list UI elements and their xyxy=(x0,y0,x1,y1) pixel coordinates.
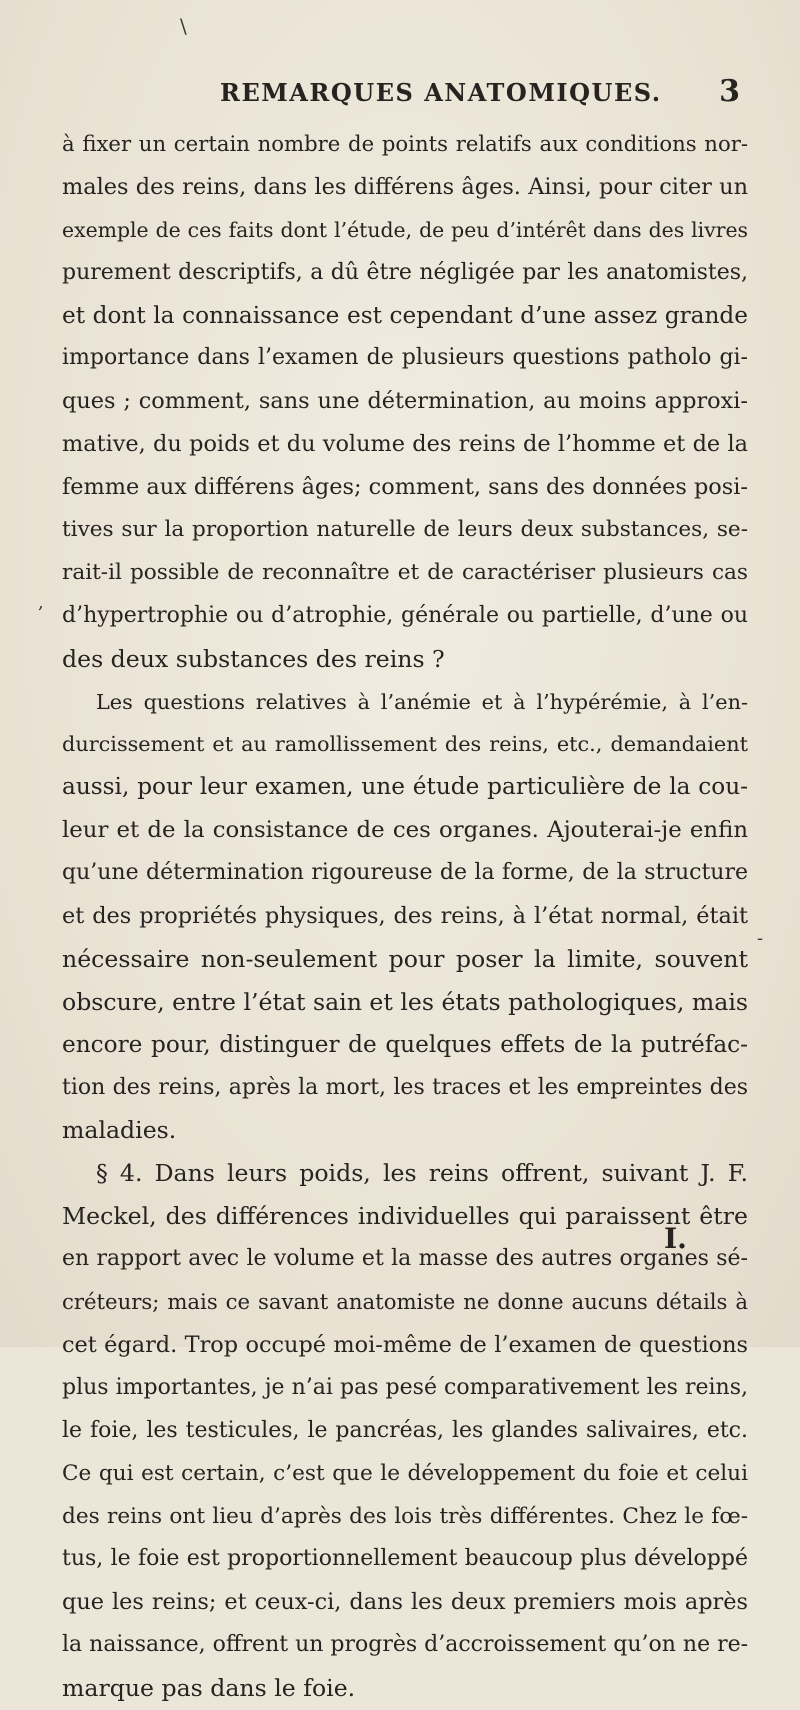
ink-mark: , xyxy=(38,592,44,613)
text-line: cet égard. Trop occupé moi-même de l’examen de questions xyxy=(62,1331,748,1358)
text-line: ques ; comment, sans une détermination, au moins approxi- xyxy=(62,388,748,415)
text-line: tives sur la proportion naturelle de leurs deux substances, se- xyxy=(62,517,748,543)
text-line: importance dans l’examen de plusieurs questions patholo gi- xyxy=(62,345,748,371)
text-line: des deux substances des reins ? xyxy=(62,644,445,673)
text-line: mative, du poids et du volume des reins de l’homme et de la xyxy=(62,431,748,458)
text-line: obscure, entre l’état sain et les états pathologiques, mais xyxy=(62,987,748,1016)
text-line: à fixer un certain nombre de points relatifs aux conditions nor- xyxy=(62,131,748,156)
text-line: et des propriétés physiques, des reins, à l’état normal, était xyxy=(62,903,748,930)
text-line: plus importantes, je n’ai pas pesé comparativement les reins, xyxy=(62,1374,748,1400)
text-line: Meckel, des différences individuelles qui paraissent être xyxy=(62,1202,748,1231)
text-line: encore pour, distinguer de quelques effets de la putréfac- xyxy=(62,1030,748,1058)
text-line: créteurs; mais ce savant anatomiste ne donne aucuns détails à xyxy=(62,1289,748,1315)
running-title: REMARQUES ANATOMIQUES. xyxy=(220,78,662,107)
text-line: des reins ont lieu d’après des lois très différentes. Chez le fœ- xyxy=(62,1503,748,1529)
text-line: durcissement et au ramollissement des reins, etc., demandaient xyxy=(62,732,748,757)
text-line: la naissance, offrent un progrès d’accroissement qu’on ne re- xyxy=(62,1632,749,1658)
text-line: que les reins; et ceux-ci, dans les deux premiers mois après xyxy=(62,1589,748,1616)
text-line: Ce qui est certain, c’est que le développement du foie et celui xyxy=(62,1460,748,1486)
text-line: en rapport avec le volume et la masse des autres organes sé- xyxy=(62,1246,748,1272)
text-line: tion des reins, après la mort, les traces et les empreintes des xyxy=(62,1074,748,1100)
text-line: males des reins, dans les différens âges. Ainsi, pour citer un xyxy=(62,173,748,200)
text-line: tus, le foie est proportionnellement beaucoup plus développé xyxy=(62,1546,748,1572)
body-text xyxy=(62,123,748,1710)
text-line: le foie, les testicules, le pancréas, les glandes salivaires, etc. xyxy=(62,1417,748,1443)
text-line: maladies. xyxy=(62,1116,177,1145)
ink-mark: - xyxy=(757,928,764,949)
text-line: nécessaire non-seulement pour poser la limite, souvent xyxy=(62,944,748,973)
page-header xyxy=(60,74,740,114)
text-line: § 4. Dans leurs poids, les reins offrent, suivant J. F. xyxy=(96,1159,748,1188)
text-line: aussi, pour leur examen, une étude particulière de la cou- xyxy=(62,773,748,801)
text-line: purement descriptifs, a dû être négligée par les anatomistes, xyxy=(62,259,748,285)
text-line: et dont la connaissance est cependant d’une assez grande xyxy=(62,301,748,329)
text-line: leur et de la consistance de ces organes. Ajouterai-je enfin xyxy=(62,817,748,844)
text-line: marque pas dans le foie. xyxy=(62,1674,356,1703)
text-line: qu’une détermination rigoureuse de la forme, de la structure xyxy=(62,860,748,886)
text-line: femme aux différens âges; comment, sans des données posi- xyxy=(62,474,748,501)
text-line: exemple de ces faits dont l’étude, de peu d’intérêt dans des livres xyxy=(62,217,748,242)
text-line: d’hypertrophie ou d’atrophie, générale ou partielle, d’une ou xyxy=(62,602,748,628)
catchword: I. xyxy=(664,1222,687,1255)
ink-mark: \ xyxy=(180,14,187,38)
page-number: 3 xyxy=(719,74,740,109)
text-line: rait-il possible de reconnaître et de caractériser plusieurs cas xyxy=(62,559,748,585)
text-line: Les questions relatives à l’anémie et à l’hypérémie, à l’en- xyxy=(96,689,748,714)
